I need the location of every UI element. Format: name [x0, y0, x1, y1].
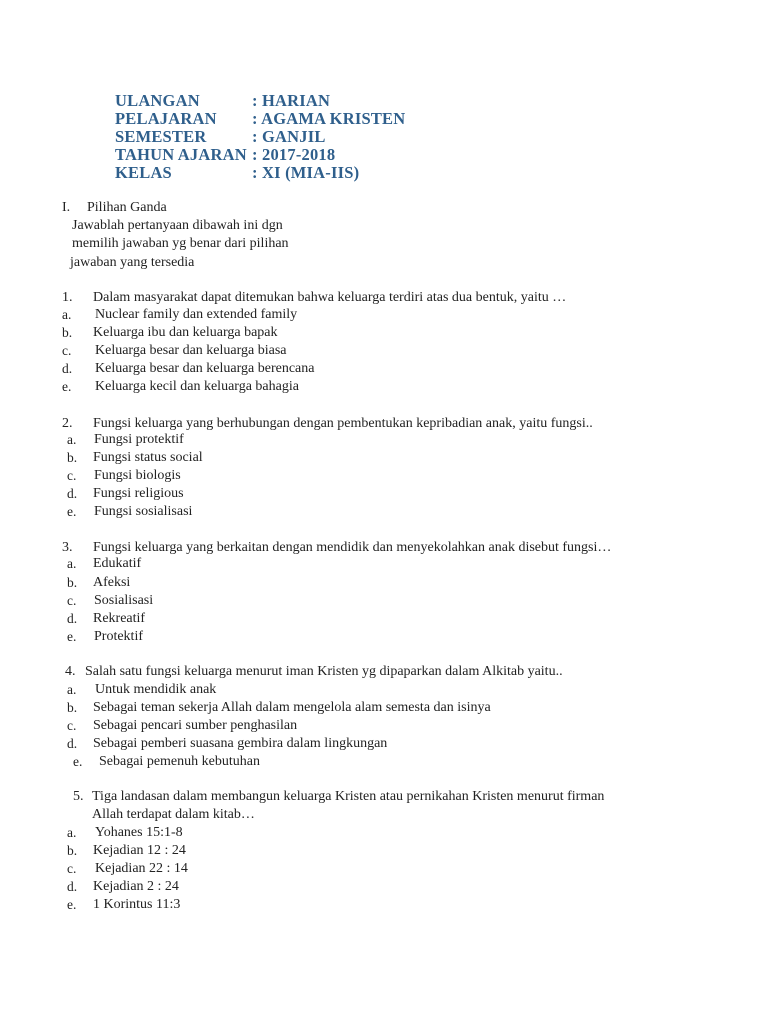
option-text: 1 Korintus 11:3 [93, 897, 181, 912]
header-row [115, 128, 326, 146]
option-text: Kejadian 22 : 14 [95, 861, 188, 876]
option-text: Sebagai pencari sumber penghasilan [93, 718, 298, 733]
option-text: Fungsi sosialisasi [94, 504, 193, 519]
option-letter: b. [62, 325, 73, 340]
option-text: Fungsi biologis [94, 468, 181, 483]
option-text: Rekreatif [93, 611, 146, 626]
option-letter: e. [67, 897, 77, 912]
option-text: Yohanes 15:1-8 [95, 825, 183, 840]
option-letter: e. [62, 379, 72, 394]
question-text: Tiga landasan dalam membangun keluarga Kristen atau pernikahan Kristen menurut firman [92, 789, 605, 804]
header-row [115, 146, 335, 164]
header-row [115, 164, 359, 182]
option-letter: b. [67, 843, 78, 858]
option-text: Fungsi religious [93, 486, 184, 501]
option-text: Fungsi status social [93, 450, 203, 465]
option-letter: d. [67, 611, 78, 626]
question-number: 2. [62, 416, 73, 431]
option-text: Sebagai pemenuh kebutuhan [99, 754, 260, 769]
header-value: : GANJIL [252, 127, 326, 146]
option-letter: a. [67, 825, 77, 840]
question-text: Allah terdapat dalam kitab… [92, 807, 255, 822]
section-title: Pilihan Ganda [87, 200, 167, 215]
header-value: : XI (MIA-IIS) [252, 163, 360, 182]
option-text: Protektif [94, 629, 143, 644]
question-number: 4. [65, 664, 76, 679]
header-row [115, 92, 330, 110]
question-text: Dalam masyarakat dapat ditemukan bahwa keluarga terdiri atas dua bentuk, yaitu … [93, 290, 567, 305]
option-letter: b. [67, 450, 78, 465]
option-text: Nuclear family dan extended family [95, 307, 298, 322]
instruction-line: Jawablah pertanyaan dibawah ini dgn [72, 218, 283, 233]
option-text: Keluarga besar dan keluarga berencana [95, 361, 315, 376]
header-row [115, 110, 405, 128]
question-text: Fungsi keluarga yang berhubungan dengan pembentukan kepribadian anak, yaitu fungsi.. [93, 416, 593, 431]
option-text: Kejadian 2 : 24 [93, 879, 179, 894]
header-key: KELAS [115, 163, 172, 182]
question-number: 3. [62, 540, 73, 555]
option-text: Keluarga ibu dan keluarga bapak [93, 325, 278, 340]
option-letter: c. [67, 861, 77, 876]
option-letter: c. [67, 593, 77, 608]
option-letter: d. [62, 361, 73, 376]
option-letter: a. [67, 682, 77, 697]
option-text: Untuk mendidik anak [95, 682, 217, 697]
option-letter: b. [67, 575, 78, 590]
header-value: : AGAMA KRISTEN [252, 109, 406, 128]
option-letter: a. [67, 556, 77, 571]
option-text: Sebagai teman sekerja Allah dalam mengelola alam semesta dan isinya [93, 700, 491, 715]
option-letter: e. [67, 504, 77, 519]
option-text: Keluarga besar dan keluarga biasa [95, 343, 287, 358]
option-letter: c. [67, 468, 77, 483]
option-letter: a. [67, 432, 77, 447]
option-text: Edukatif [93, 556, 142, 571]
option-letter: e. [67, 629, 77, 644]
option-letter: d. [67, 486, 78, 501]
option-text: Afeksi [93, 575, 131, 590]
option-letter: d. [67, 736, 78, 751]
option-letter: c. [67, 718, 77, 733]
question-number: 5. [73, 789, 84, 804]
option-text: Sebagai pemberi suasana gembira dalam lingkungan [93, 736, 388, 751]
instruction-line: jawaban yang tersedia [70, 255, 195, 270]
header-key: PELAJARAN [115, 109, 217, 128]
option-letter: e. [73, 754, 83, 769]
question-number: 1. [62, 290, 73, 305]
header-value: : 2017-2018 [252, 145, 336, 164]
section-number: I. [62, 200, 71, 215]
header-value: : HARIAN [252, 91, 331, 110]
question-text: Salah satu fungsi keluarga menurut iman Kristen yg dipaparkan dalam Alkitab yaitu.. [85, 664, 563, 679]
option-text: Fungsi protektif [94, 432, 184, 447]
header-key: ULANGAN [115, 91, 200, 110]
option-letter: d. [67, 879, 78, 894]
instruction-line: memilih jawaban yg benar dari pilihan [72, 236, 289, 251]
option-letter: a. [62, 307, 72, 322]
question-text: Fungsi keluarga yang berkaitan dengan mendidik dan menyekolahkan anak disebut fungsi… [93, 540, 612, 555]
header-key: TAHUN AJARAN [115, 145, 247, 164]
option-letter: b. [67, 700, 78, 715]
option-text: Sosialisasi [94, 593, 154, 608]
option-text: Kejadian 12 : 24 [93, 843, 186, 858]
option-text: Keluarga kecil dan keluarga bahagia [95, 379, 299, 394]
header-key: SEMESTER [115, 127, 207, 146]
option-letter: c. [62, 343, 72, 358]
